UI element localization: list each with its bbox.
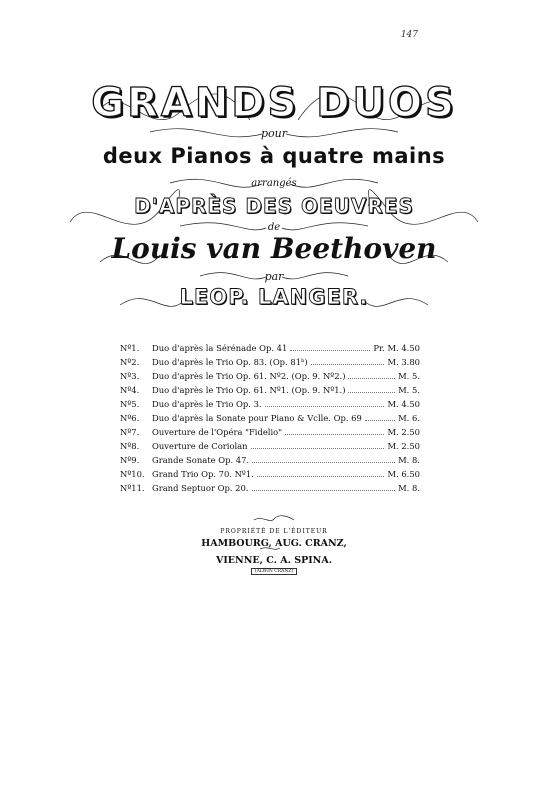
- par-line: par: [264, 270, 284, 283]
- work-row: [120, 467, 420, 481]
- source-line: D'APRÈS DES OEUVRES: [134, 194, 414, 218]
- work-price: M. 2.50: [387, 441, 420, 451]
- work-number: Nº5.: [120, 399, 140, 409]
- dotted-leader: [348, 378, 395, 379]
- dotted-leader: [365, 420, 395, 421]
- publisher-property-line: PROPRIÉTÉ DE L'ÉDITEUR: [220, 528, 328, 535]
- work-number: Nº6.: [120, 413, 140, 423]
- publisher-alwin-cranz: [0, 569, 548, 574]
- work-number: Nº10.: [120, 469, 145, 479]
- work-price: M. 5.: [398, 385, 420, 395]
- work-title: Ouverture de l'Opéra "Fidelio": [152, 427, 283, 437]
- work-row: [120, 453, 420, 467]
- work-row: [120, 439, 420, 453]
- work-row: [120, 369, 420, 383]
- work-row: [120, 425, 420, 439]
- dotted-leader: [252, 490, 395, 491]
- work-title: Duo d'après la Sonate pour Piano & Vclle. Op. 69: [152, 413, 362, 423]
- work-number: Nº8.: [120, 441, 140, 451]
- work-number: Nº2.: [120, 357, 140, 367]
- arranges-line: arrangés: [251, 178, 297, 189]
- work-title: Ouverture de Coriolan: [152, 441, 248, 451]
- work-row: [120, 411, 420, 425]
- publisher-vienna: VIENNE, C. A. SPINA.: [215, 555, 333, 566]
- dotted-leader: [311, 364, 384, 365]
- work-row: [120, 383, 420, 397]
- work-title: Duo d'après le Trio Op. 83. (Op. 81ᵇ): [152, 357, 308, 367]
- work-title: Duo d'après la Sérénade Op. 41: [152, 343, 288, 353]
- work-title: Grande Sonate Op. 47.: [152, 455, 250, 465]
- work-title: Grand Septuor Op. 20.: [152, 483, 249, 493]
- de-line: de: [267, 222, 281, 233]
- dotted-leader: [285, 434, 384, 435]
- work-number: Nº9.: [120, 455, 140, 465]
- work-row: [120, 481, 420, 495]
- work-price: M. 4.50: [387, 399, 420, 409]
- work-number: Nº11.: [120, 483, 145, 493]
- dotted-leader: [252, 462, 395, 463]
- work-price: M. 8.: [398, 455, 420, 465]
- work-price: M. 3.80: [387, 357, 420, 367]
- work-price: M. 8.: [398, 483, 420, 493]
- dotted-leader: [290, 350, 370, 351]
- dotted-leader: [265, 406, 384, 407]
- work-row: [120, 355, 420, 369]
- work-price: M. 5.: [398, 371, 420, 381]
- work-row: [120, 397, 420, 411]
- arranger-name: LEOP. LANGER.: [179, 285, 369, 309]
- work-title: Duo d'après le Trio Op. 61. Nº1. (Op. 9. Nº1.): [152, 385, 346, 395]
- publisher-hamburg: HAMBOURG, AUG. CRANZ,: [201, 538, 347, 549]
- work-title: Duo d'après le Trio Op. 61. Nº2. (Op. 9. Nº2.): [152, 371, 346, 381]
- instrumentation: deux Pianos à quatre mains: [102, 144, 446, 168]
- work-row: [120, 341, 420, 355]
- works-list: [120, 341, 420, 495]
- work-number: Nº4.: [120, 385, 140, 395]
- work-price: M. 6.: [398, 413, 420, 423]
- work-price: Pr. M. 4.50: [373, 343, 420, 353]
- work-price: M. 6.50: [387, 469, 420, 479]
- main-title: GRANDS DUOS: [91, 80, 457, 126]
- work-number: Nº1.: [120, 343, 140, 353]
- dotted-leader: [348, 392, 395, 393]
- dotted-leader: [257, 476, 384, 477]
- flourish-publisher: [254, 516, 294, 521]
- composer-name: Louis van Beethoven: [111, 232, 437, 265]
- work-title: Duo d'après le Trio Op. 3.: [152, 399, 262, 409]
- work-price: M. 2.50: [387, 427, 420, 437]
- alwin-cranz-box: (ALWIN CRANZ): [251, 568, 297, 575]
- work-number: Nº7.: [120, 427, 140, 437]
- work-title: Grand Trio Op. 70. Nº1.: [152, 469, 254, 479]
- dotted-leader: [251, 448, 384, 449]
- work-number: Nº3.: [120, 371, 140, 381]
- pour-line: pour: [260, 127, 287, 140]
- page-number: 147: [400, 30, 418, 40]
